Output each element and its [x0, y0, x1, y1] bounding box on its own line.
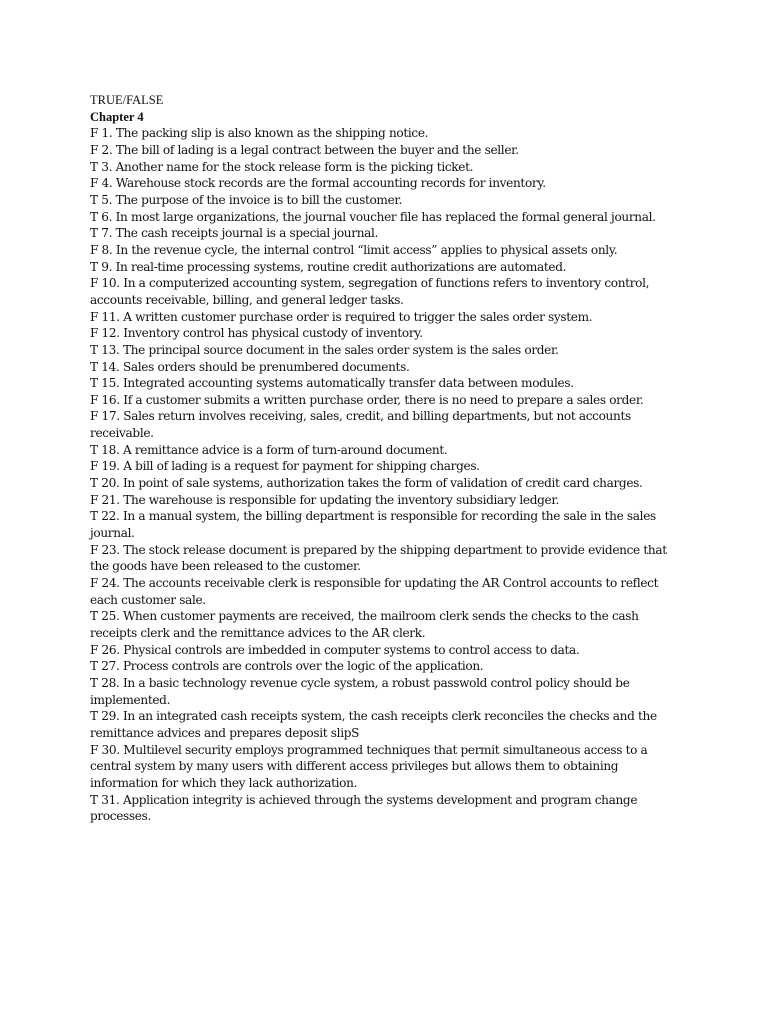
question-line: F 1. The packing slip is also known as the shipping notice. — [90, 125, 429, 141]
question-line: F 12. Inventory control has physical custody of inventory. — [90, 325, 423, 341]
question-line: T 22. In a manual system, the billing department is responsible for recording the sale in the sales — [90, 508, 656, 524]
question-line: T 20. In point of sale systems, authorization takes the form of validation of credit card charges. — [90, 475, 643, 491]
question-line: T 28. In a basic technology revenue cycle system, a robust passwold control policy should be — [90, 674, 630, 690]
question-line: F 26. Physical controls are imbedded in computer systems to control access to data. — [90, 641, 580, 657]
question-line: each customer sale. — [90, 591, 206, 607]
document-page — [90, 92, 690, 825]
question-line: the goods have been released to the customer. — [90, 558, 361, 574]
question-line: information for which they lack authorization. — [90, 774, 358, 790]
question-line: T 6. In most large organizations, the journal voucher file has replaced the formal general journal. — [90, 208, 656, 224]
question-line: F 11. A written customer purchase order is required to trigger the sales order system. — [90, 308, 593, 324]
document-title: TRUE/FALSE — [90, 93, 164, 107]
question-line: F 19. A bill of lading is a request for payment for shipping charges. — [90, 458, 480, 474]
question-line: F 30. Multilevel security employs programmed techniques that permit simultaneous access to a — [90, 741, 648, 757]
question-line: F 24. The accounts receivable clerk is responsible for updating the AR Control accounts to reflect — [90, 575, 659, 591]
question-line: central system by many users with different access privileges but allows them to obtaining — [90, 758, 619, 774]
question-line: T 5. The purpose of the invoice is to bill the customer. — [90, 191, 403, 207]
chapter-heading: Chapter 4 — [90, 109, 144, 124]
question-line: T 14. Sales orders should be prenumbered documents. — [90, 358, 410, 374]
question-line: F 17. Sales return involves receiving, sales, credit, and billing departments, but not accounts — [90, 408, 631, 424]
question-line: F 23. The stock release document is prepared by the shipping department to provide evidence that — [90, 541, 667, 557]
question-line: accounts receivable, billing, and general ledger tasks. — [90, 291, 404, 307]
question-line: F 16. If a customer submits a written purchase order, there is no need to prepare a sales order. — [90, 391, 644, 407]
question-line: F 10. In a computerized accounting system, segregation of functions refers to inventory control, — [90, 275, 650, 291]
question-line: receivable. — [90, 425, 154, 441]
question-line: T 27. Process controls are controls over the logic of the application. — [90, 658, 484, 674]
question-line: T 15. Integrated accounting systems automatically transfer data between modules. — [90, 375, 574, 391]
question-line: T 25. When customer payments are received, the mailroom clerk sends the checks to the cash — [90, 608, 639, 624]
question-line: T 3. Another name for the stock release form is the picking ticket. — [90, 158, 474, 174]
question-line: F 4. Warehouse stock records are the formal accounting records for inventory. — [90, 175, 546, 191]
question-line: F 21. The warehouse is responsible for updating the inventory subsidiary ledger. — [90, 491, 559, 507]
question-line: T 31. Application integrity is achieved through the systems development and program change — [90, 791, 638, 807]
question-line: T 9. In real-time processing systems, routine credit authorizations are automated. — [90, 258, 567, 274]
question-list — [90, 125, 690, 825]
question-line: T 7. The cash receipts journal is a special journal. — [90, 225, 379, 241]
question-line: T 13. The principal source document in the sales order system is the sales order. — [90, 341, 559, 357]
question-line: T 18. A remittance advice is a form of turn-around document. — [90, 441, 448, 457]
question-line: journal. — [90, 525, 135, 541]
question-line: receipts clerk and the remittance advices to the AR clerk. — [90, 625, 426, 640]
question-line: implemented. — [90, 691, 171, 707]
question-line: T 29. In an integrated cash receipts system, the cash receipts clerk reconciles the checks and the — [90, 708, 657, 724]
question-line: F 8. In the revenue cycle, the internal control “limit access” applies to physical assets only. — [90, 241, 618, 257]
question-line: remittance advices and prepares deposit slipS — [90, 724, 360, 740]
question-line: processes. — [90, 808, 151, 824]
question-line: F 2. The bill of lading is a legal contract between the buyer and the seller. — [90, 141, 519, 157]
